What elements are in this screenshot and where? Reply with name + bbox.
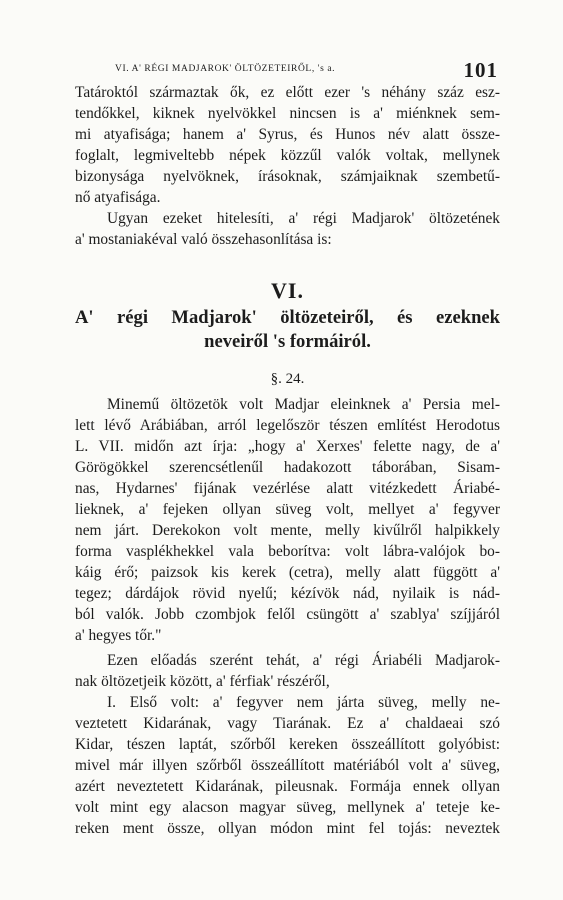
text-line: nő atyafisága.: [75, 189, 161, 206]
paragraph-2: [75, 208, 500, 250]
text-line: lieknek, a' fejeken ollyan süveg volt, mellyet a' fegyver: [75, 501, 500, 518]
text-line: reken ment össze, ollyan módon mint fel tojás: neveztek: [75, 820, 500, 837]
text-line: Tatároktól származtak ők, ez előtt ezer 's néhány száz esz-: [75, 84, 500, 101]
text-line: tegez; dárdájok rövid nyelű; kézívök nád, nyilaik is nád-: [75, 585, 500, 602]
text-line: forma vasplékhekkel vala beborítva: volt lábra-valójok bo-: [75, 543, 500, 560]
chapter-number: VI.: [271, 278, 304, 303]
book-page: [75, 52, 500, 839]
text-line: Ezen előadás szerént tehát, a' régi Áriabéli Madjarok-: [107, 652, 500, 669]
text-line: volt mint egy alacson magyar süveg, mellynek a' teteje ke-: [75, 799, 500, 816]
text-line: káig érő; paizsok kis kerek (cetra), melly alatt függött a': [75, 564, 500, 581]
text-line: tendőkkel, kiknek nyelvökkel nincsen is a' miénknek sem-: [75, 105, 500, 122]
running-head-text: VI. A' RÉGI MADJAROK' ÖLTÖZETEIRŐL, 's a.: [115, 64, 336, 74]
text-line: I. Első volt: a' fegyver nem járta süveg, melly ne-: [107, 694, 500, 711]
text-line: a' mostaniakéval való összehasonlítása is:: [75, 231, 332, 248]
text-line: L. VII. midőn azt írja: „hogy a' Xerxes' felette nagy, de a': [75, 438, 500, 455]
text-line: Minemű öltözetök volt Madjar eleinknek a' Persia mel-: [107, 396, 500, 413]
text-line: mi atyafisága; hanem a' Syrus, és Hunos név alatt össze-: [75, 126, 500, 143]
paragraph-1: [75, 82, 500, 208]
text-line: azért neveztetett Kidarának, pileusnak. Formája ennek ollyan: [75, 778, 500, 795]
page-number: 101: [463, 58, 498, 82]
text-line: lett lévő Arábiában, arról legelőször tészen említést Herodotus: [75, 417, 500, 434]
text-line: ból valók. Jobb czombjok felől csüngött a' szablya' szíjjáról: [75, 606, 500, 623]
text-line: Kidar, tészen laptát, szőrből kereken összeállított golyóbist:: [75, 736, 500, 753]
text-line: nak öltözetjeik között, a' férfiak' részéről,: [75, 673, 330, 690]
text-line: a' hegyes tőr.": [75, 627, 162, 644]
paragraph-3: [75, 394, 500, 646]
text-line: mivel már illyen szőrből összeállított matériából volt a' süveg,: [75, 757, 500, 774]
paragraph-5: [75, 692, 500, 839]
text-line: nas, Hydarnes' fijának vezérlése alatt vitézkedett Áriabé-: [75, 480, 500, 497]
text-line: Görögökkel szerencsétlenűl hadakozott táborában, Sisam-: [75, 459, 500, 476]
text-line: veztetett Kidarának, vagy Tiarának. Ez a' chaldaeai szó: [75, 715, 500, 732]
text-line: Ugyan ezeket hitelesíti, a' régi Madjarok' öltözetének: [107, 210, 500, 227]
chapter-title: A' régi Madjarok' öltözeteiről, és ezeknek: [75, 307, 500, 328]
running-head: [75, 52, 500, 82]
text-line: foglalt, legmiveltebb népek közzűl valók voltak, mellynek: [75, 147, 500, 164]
text-line: bizonysága nyelvöknek, írásoknak, számjaiknak szembetű-: [75, 168, 500, 185]
chapter-title-continued: neveiről 's formáiról.: [204, 331, 371, 352]
paragraph-4: [75, 650, 500, 692]
section-mark: §. 24.: [270, 371, 305, 387]
text-line: nem járt. Derekokon volt mente, melly kivűlről halpikkely: [75, 522, 500, 539]
